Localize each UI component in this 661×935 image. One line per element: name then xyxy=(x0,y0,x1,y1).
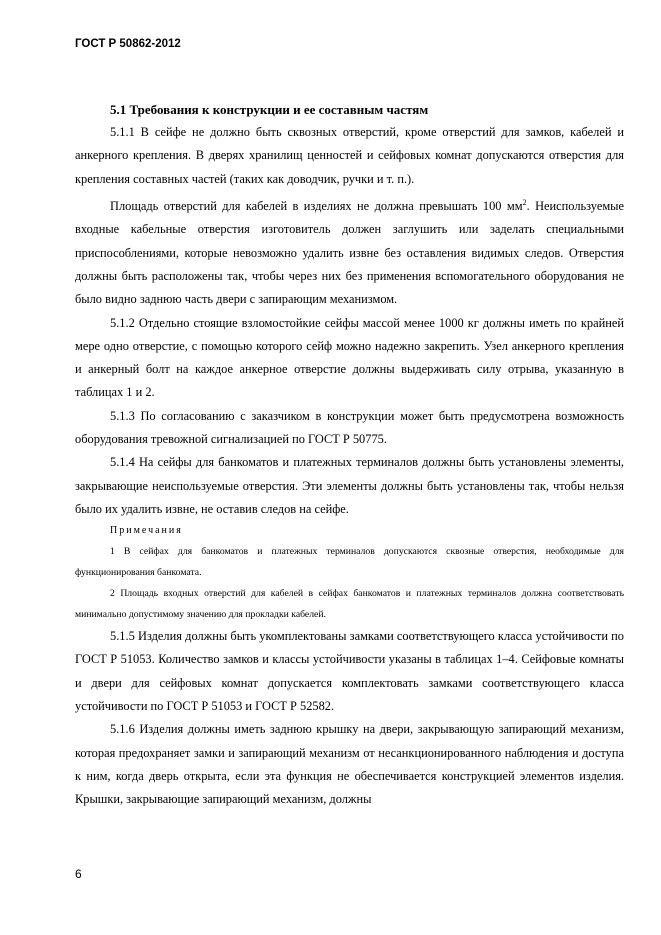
document-body xyxy=(75,99,624,812)
paragraph-5-1-3: 5.1.3 По согласованию с заказчиком в конструкции может быть предусмотрена возможность оборудования тревожной сигнализацией по ГОСТ Р 50775. xyxy=(75,408,624,446)
notes-title: Примечания xyxy=(110,525,183,537)
note-2: 2 Площадь входных отверстий для кабелей в сейфах банкоматов и платежных терминалов должна соответствовать минимально допустимому значению для прокладки кабелей. xyxy=(75,588,624,621)
paragraph-5-1-5: 5.1.5 Изделия должны быть укомплектованы замками соответствующего класса устойчивости по ГОСТ Р 51053. Количество замков и классы устойчивости указаны в таблицах 1–4. Сейфовые комнаты и двери для сейфовых комнат допускается комплектовать замками соответствующего класса устойчивости по ГОСТ Р 51053 и ГОСТ Р 52582. xyxy=(75,629,624,714)
paragraph-5-1-1: 5.1.1 В сейфе не должно быть сквозных отверстий, кроме отверстий для замков, кабелей и анкерного крепления. В дверях хранилищ ценностей и сейфовых комнат допускаются отверстия для крепления составных частей (таких как доводчик, ручки и т. п.). xyxy=(75,125,624,186)
section-title: 5.1 Требования к конструкции и ее составным частям xyxy=(110,102,429,117)
cable-area-text-end: . Неиспользуемые входные кабельные отверстия изготовитель должен заглушить или заделать специальными приспособлениями, которые невозможно удалить извне без оставления видимых следов. Отверстия должны быть расположены так, чтобы через них без применения вспомогательного оборудования не было видно заднюю часть двери с запирающим механизмом. xyxy=(75,199,624,307)
cable-area-text-start: Площадь отверстий для кабелей в изделиях не должна превышать 100 мм xyxy=(110,199,523,214)
paragraph-5-1-4: 5.1.4 На сейфы для банкоматов и платежных терминалов должны быть установлены элементы, закрывающие неиспользуемые отверстия. Эти элементы должны быть установлены так, чтобы нельзя было их удалить извне, не оставив следов на сейфе. xyxy=(75,455,624,516)
page-number: 6 xyxy=(75,867,82,881)
document-header: ГОСТ Р 50862-2012 xyxy=(75,38,181,50)
paragraph-cable-area xyxy=(75,191,624,312)
paragraph-5-1-6: 5.1.6 Изделия должны иметь заднюю крышку на двери, закрывающую запирающий механизм, которая предохраняет замки и запирающий механизм от несанкционированного наблюдения и доступа к ним, когда дверь открыта, если эта функция не обеспечивается конструкцией элементов изделия. Крышки, закрывающие запирающий механизм, должны xyxy=(75,722,624,807)
note-1: 1 В сейфах для банкоматов и платежных терминалов допускаются сквозные отверстия, необходимые для функционирования банкомата. xyxy=(75,546,624,579)
cable-area-superscript: 2 xyxy=(522,197,527,207)
paragraph-5-1-2: 5.1.2 Отдельно стоящие взломостойкие сейфы массой менее 1000 кг должны иметь по крайней мере одно отверстие, с помощью которого сейф можно надежно закрепить. Узел анкерного крепления и анкерный болт на каждое анкерное отверстие должны выдерживать силу отрыва, указанную в таблицах 1 и 2. xyxy=(75,315,624,400)
